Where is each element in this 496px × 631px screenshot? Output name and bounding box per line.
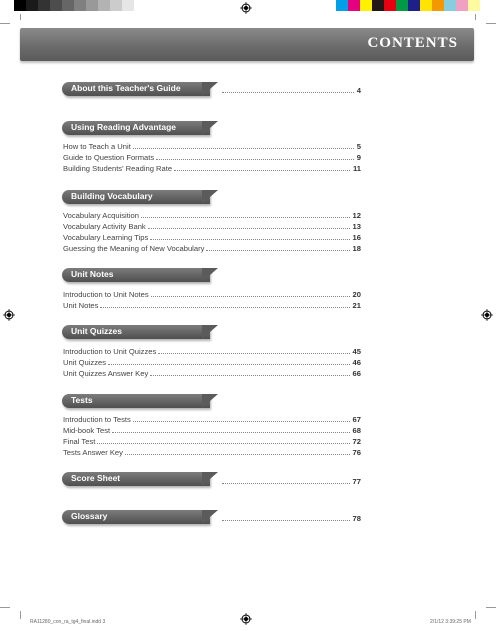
- color-swatch-strip: [336, 0, 480, 11]
- toc-entry: [63, 141, 361, 151]
- file-slug: RA11280_con_ra_tg4_final.indd 3: [30, 619, 106, 625]
- color-swatch: [110, 0, 122, 11]
- color-swatch: [408, 0, 420, 11]
- page-number: 45: [352, 347, 361, 356]
- page-number: 20: [352, 290, 361, 299]
- section-tab-about: [62, 82, 218, 98]
- color-swatch: [432, 0, 444, 11]
- entry-title: Introduction to Unit Quizzes: [63, 347, 157, 356]
- entry-title: Guide to Question Formats: [63, 153, 155, 162]
- toc-entry: [63, 436, 361, 446]
- section-tab-unit-quizzes: [62, 325, 218, 341]
- color-swatch: [74, 0, 86, 11]
- section-label: Using Reading Advantage: [71, 122, 177, 132]
- entry-title: Guessing the Meaning of New Vocabulary: [63, 244, 205, 253]
- toc-entry: [222, 476, 361, 486]
- toc-entry: [63, 221, 361, 231]
- toc-entry: [222, 85, 361, 95]
- page-number: 5: [356, 142, 361, 151]
- registration-mark-icon: [481, 309, 493, 321]
- page-number: 18: [352, 244, 361, 253]
- toc-entry: [63, 425, 361, 435]
- crop-mark: [486, 607, 496, 608]
- entry-title: Tests Answer Key: [63, 448, 123, 457]
- page-number: 16: [352, 233, 361, 242]
- registration-mark-icon: [240, 613, 252, 625]
- page-number: 66: [352, 369, 361, 378]
- entry-title: Vocabulary Learning Tips: [63, 233, 149, 242]
- section-tab-unit-notes: [62, 268, 218, 284]
- color-swatch: [50, 0, 62, 11]
- page-number: 68: [352, 426, 361, 435]
- section-tab-using-reading-advantage: [62, 121, 218, 137]
- color-swatch: [336, 0, 348, 11]
- crop-mark: [475, 611, 476, 619]
- page-title: CONTENTS: [367, 35, 458, 51]
- color-swatch: [122, 0, 134, 11]
- toc-entry: [63, 357, 361, 367]
- entry-title: Building Students' Reading Rate: [63, 164, 173, 173]
- section-label: Unit Notes: [71, 269, 114, 279]
- toc-entry: [63, 289, 361, 299]
- color-swatch: [26, 0, 38, 11]
- entry-title: How to Teach a Unit: [63, 142, 131, 151]
- color-swatch: [372, 0, 384, 11]
- section-label: Score Sheet: [71, 473, 121, 483]
- section-label: Glossary: [71, 511, 108, 521]
- crop-mark: [20, 611, 21, 619]
- toc-entry: [63, 163, 361, 173]
- section-tab-tests: [62, 394, 218, 410]
- entry-title: Unit Quizzes: [63, 358, 107, 367]
- entry-title: Introduction to Unit Notes: [63, 290, 149, 299]
- entry-title: Unit Notes: [63, 301, 99, 310]
- toc-entry: [63, 368, 361, 378]
- entry-title: Vocabulary Acquisition: [63, 211, 139, 220]
- section-label: Tests: [71, 395, 93, 405]
- color-swatch: [360, 0, 372, 11]
- gray-swatch-strip: [14, 0, 134, 11]
- entry-title: Final Test: [63, 437, 96, 446]
- page-number: 12: [352, 211, 361, 220]
- crop-mark: [0, 607, 10, 608]
- section-tab-building-vocabulary: [62, 190, 218, 206]
- entry-title: Mid-book Test: [63, 426, 111, 435]
- page-number: 11: [352, 164, 361, 173]
- toc-entry: [63, 232, 361, 242]
- registration-mark-icon: [240, 2, 252, 14]
- toc-entry: [222, 513, 361, 523]
- crop-mark: [0, 23, 10, 24]
- crop-mark: [475, 14, 476, 20]
- color-swatch: [62, 0, 74, 11]
- section-tab-glossary: [62, 510, 218, 526]
- toc-entry: [63, 152, 361, 162]
- color-swatch: [444, 0, 456, 11]
- entry-title: Vocabulary Activity Bank: [63, 222, 146, 231]
- color-swatch: [98, 0, 110, 11]
- section-label: Building Vocabulary: [71, 191, 153, 201]
- page-number: 76: [352, 448, 361, 457]
- page-number: 72: [352, 437, 361, 446]
- timestamp-slug: 2/1/12 3:39:25 PM: [430, 619, 471, 625]
- crop-mark: [20, 14, 21, 20]
- toc-entry: [63, 243, 361, 253]
- entry-title: Introduction to Tests: [63, 415, 131, 424]
- toc-entry: [63, 346, 361, 356]
- section-tab-score-sheet: [62, 472, 218, 488]
- entry-title: Unit Quizzes Answer Key: [63, 369, 149, 378]
- page-number: 67: [352, 415, 361, 424]
- color-swatch: [384, 0, 396, 11]
- section-label: About this Teacher's Guide: [71, 83, 181, 93]
- toc-entry: [63, 300, 361, 310]
- color-swatch: [86, 0, 98, 11]
- toc-entry: [63, 210, 361, 220]
- page-number: 13: [352, 222, 361, 231]
- color-swatch: [348, 0, 360, 11]
- crop-mark: [486, 23, 496, 24]
- section-label: Unit Quizzes: [71, 326, 123, 336]
- page-number: 4: [356, 86, 361, 95]
- registration-mark-icon: [3, 309, 15, 321]
- color-swatch: [420, 0, 432, 11]
- page-number: 77: [352, 477, 361, 486]
- toc-entry: [63, 414, 361, 424]
- color-swatch: [396, 0, 408, 11]
- contents-header-bar: [20, 28, 474, 61]
- color-swatch: [468, 0, 480, 11]
- page-number: 9: [356, 153, 361, 162]
- toc-entry: [63, 447, 361, 457]
- page-number: 21: [352, 301, 361, 310]
- color-swatch: [38, 0, 50, 11]
- page-number: 46: [352, 358, 361, 367]
- page-number: 78: [352, 514, 361, 523]
- color-swatch: [456, 0, 468, 11]
- color-swatch: [14, 0, 26, 11]
